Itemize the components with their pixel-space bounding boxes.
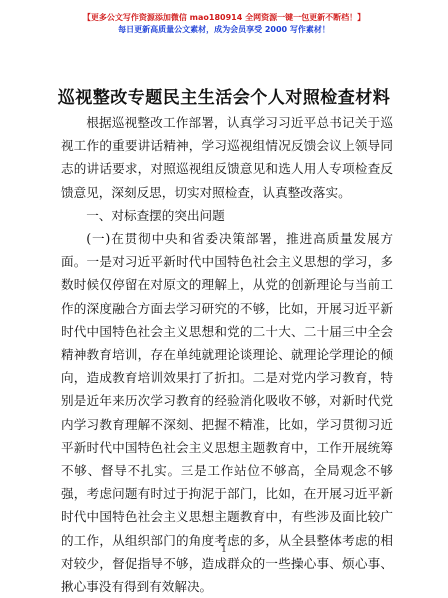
intro-paragraph: 根据巡视整改工作部署，认真学习习近平总书记关于巡视工作的重要讲话精神，学习巡视组情况反馈会议上领导同志的讲话要求，对照巡视组反馈意见和选人用人专项检查反馈意见，深刻反思，切实对照检查，认真整改落实。 (61, 115, 393, 200)
promo-banner-line-1: 【更多公文写作资源添加微信 mao180914 全网资源一键一包更新不断档！】 (82, 13, 366, 22)
section-heading: 一、对标查摆的突出问题 (86, 207, 225, 223)
body-paragraph: (一)在贯彻中央和省委决策部署，推进高质量发展方面。一是对习近平新时代中国特色社会主义思想的学习，多数时候仅停留在对原文的理解上，从党的创新理论与当前工作的深度融合方面去学习研究的不够，比如，开展习近平新时代中国特色社会主义思想和党的二十大、二十届三中全会精神教育培训，存在单纯就理论谈理论、就理论学理论的倾向，造成教育培训效果打了折扣。二是对党内学习教育，特别是近年来历次学习教育的经验消化吸收不够，对新时代党内学习教育理解不深刻、把握不精准，比如，学习贯彻习近平新时代中国特色社会主义思想主题教育中，工作开展统筹不够、督导不扎实。三是工作站位不够高，全局观念不够强，考虑问题有时过于拘泥于部门，比如，在开展习近平新时代中国特色社会主义思想主题教育中，有些涉及面比较广的工作，从组织部门的角度考虑的多，从全县整体考虑的相对较少，督促指导不够，造成群众的一些操心事、烦心事、揪心事没有得到有效解决。 (61, 231, 393, 595)
promo-banner-line-2: 每日更新高质量公文素材，成为会员享受 2000 写作素材！ (118, 25, 330, 34)
document-title: 巡视整改专题民主生活会个人对照检查材料 (57, 88, 391, 108)
promo-banner (0, 12, 448, 36)
document-body (61, 111, 393, 598)
page-number: 1 (221, 545, 227, 555)
